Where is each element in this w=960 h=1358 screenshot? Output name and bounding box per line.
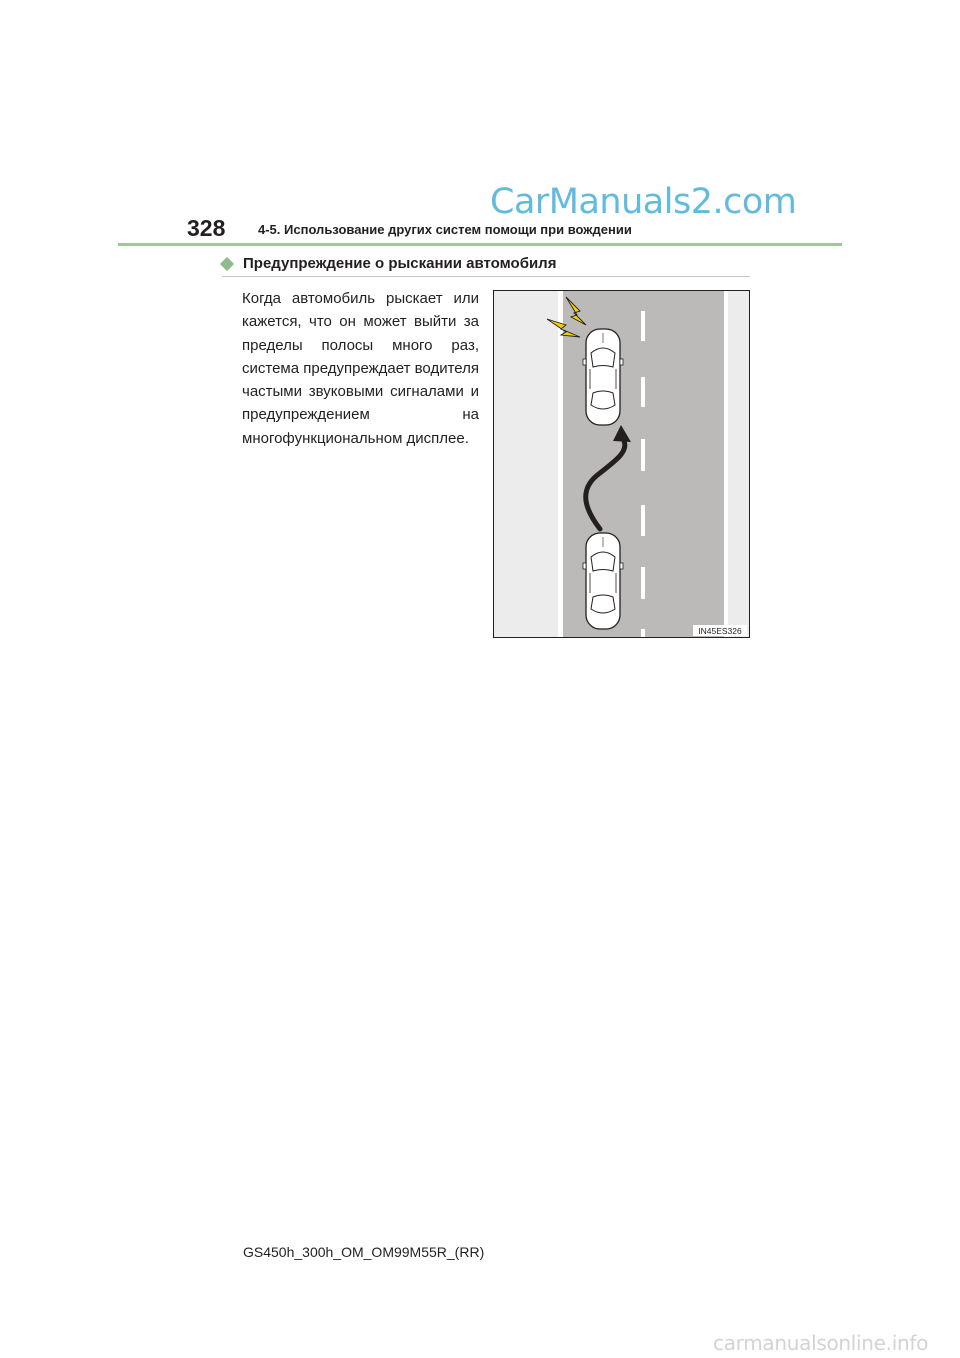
car-top-icon	[583, 329, 623, 425]
figure-code: IN45ES326	[698, 626, 742, 636]
section-body-text: Когда автомобиль рыскает или кажется, что он может выйти за пределы полосы много раз, система предупреждает водителя частыми звуковыми сигналами и предупреждением на многофункциональном дисплее.	[242, 290, 479, 447]
carmanuals-watermark: CarManuals2.com	[490, 182, 797, 222]
lane-sway-illustration	[493, 290, 750, 638]
chapter-title: 4-5. Использование других систем помощи при вождении	[258, 222, 632, 237]
car-bottom-icon	[583, 533, 623, 629]
section-heading	[222, 256, 750, 277]
section-title: Предупреждение о рыскании автомобиля	[243, 255, 557, 272]
page-number: 328	[187, 215, 226, 241]
carmanualsonline-watermark: carmanualsonline.info	[713, 1331, 929, 1355]
document-code: GS450h_300h_OM_OM99M55R_(RR)	[243, 1244, 485, 1260]
diamond-bullet-icon	[220, 257, 234, 271]
right-edge-line	[724, 291, 728, 637]
header-divider	[118, 243, 842, 246]
left-edge-line	[558, 291, 563, 637]
